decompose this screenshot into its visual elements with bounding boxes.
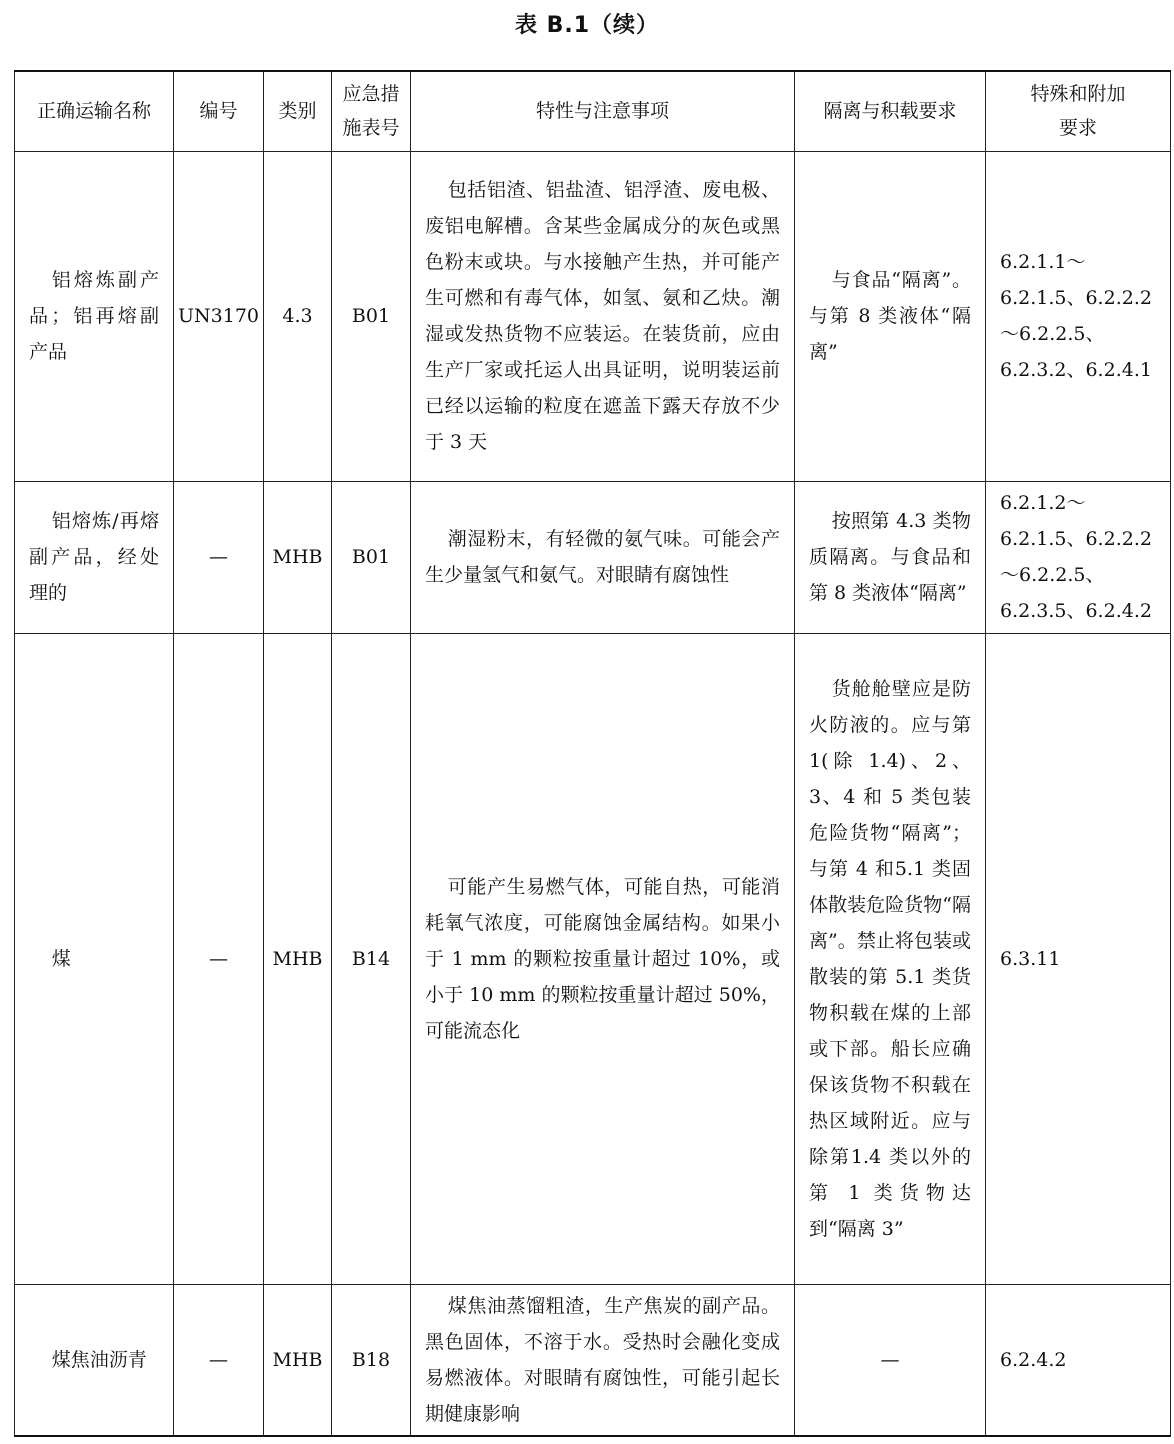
- cell-number: —: [174, 481, 264, 633]
- cell-name: 铝熔炼/再熔副产品，经处理的: [15, 481, 174, 633]
- header-class: 类别: [264, 71, 332, 151]
- cell-segregation: 与食品“隔离”。与第 8 类液体“隔离”: [795, 151, 986, 481]
- cargo-table: [14, 70, 1171, 1437]
- table-title: 表 B.1（续）: [514, 13, 660, 38]
- cell-segregation: 按照第 4.3 类物质隔离。与食品和第 8 类液体“隔离”: [795, 481, 986, 633]
- cell-segregation: 货舱舱壁应是防火防液的。应与第 1(除 1.4)、2、3、4 和 5 类包装危险货物“隔离”；与第 4 和5.1 类固体散装危险货物“隔离”。禁止将包装或散装的第 5.1 类货物积载在煤的上部或下部。船长应确保该货物不积载在热区域附近。应与除第1.4 类以外的第 1 类货物达到“隔离 3”: [795, 633, 986, 1284]
- cell-class: 4.3: [264, 151, 332, 481]
- header-number: 编号: [174, 71, 264, 151]
- cell-class: MHB: [264, 481, 332, 633]
- cell-properties: 煤焦油蒸馏粗渣，生产焦炭的副产品。黑色固体，不溶于水。受热时会融化变成易燃液体。对眼睛有腐蚀性，可能引起长期健康影响: [411, 1284, 795, 1436]
- table-row: [15, 1284, 1171, 1436]
- cell-ems: B01: [332, 151, 411, 481]
- header-properties: 特性与注意事项: [411, 71, 795, 151]
- table-row: [15, 151, 1171, 481]
- cell-special: 6.2.1.1～6.2.1.5、6.2.2.2～6.2.2.5、6.2.3.2、6.2.4.1: [986, 151, 1171, 481]
- cell-number: —: [174, 633, 264, 1284]
- cell-name: 煤: [15, 633, 174, 1284]
- header-ems: 应急措施表号: [332, 71, 411, 151]
- header-row: [15, 71, 1171, 151]
- cell-properties: 可能产生易燃气体，可能自热，可能消耗氧气浓度，可能腐蚀金属结构。如果小于 1 mm 的颗粒按重量计超过 10%，或小于 10 mm 的颗粒按重量计超过 50%，可能流态化: [411, 633, 795, 1284]
- cell-properties: 包括铝渣、铝盐渣、铝浮渣、废电极、废铝电解槽。含某些金属成分的灰色或黑色粉末或块。与水接触产生热，并可能产生可燃和有毒气体，如氢、氨和乙炔。潮湿或发热货物不应装运。在装货前，应由生产厂家或托运人出具证明，说明装运前已经以运输的粒度在遮盖下露天存放不少于 3 天: [411, 151, 795, 481]
- cell-special: 6.3.11: [986, 633, 1171, 1284]
- cell-class: MHB: [264, 633, 332, 1284]
- table-row: [15, 633, 1171, 1284]
- header-special: 特殊和附加要求: [986, 71, 1171, 151]
- cell-class: MHB: [264, 1284, 332, 1436]
- cell-special: 6.2.4.2: [986, 1284, 1171, 1436]
- table-row: [15, 481, 1171, 633]
- cell-name: 铝熔炼副产品；铝再熔副产品: [15, 151, 174, 481]
- cell-ems: B14: [332, 633, 411, 1284]
- cell-ems: B18: [332, 1284, 411, 1436]
- cell-number: —: [174, 1284, 264, 1436]
- cell-ems: B01: [332, 481, 411, 633]
- cell-special: 6.2.1.2～6.2.1.5、6.2.2.2～6.2.2.5、6.2.3.5、6.2.4.2: [986, 481, 1171, 633]
- cell-name: 煤焦油沥青: [15, 1284, 174, 1436]
- header-name: 正确运输名称: [15, 71, 174, 151]
- header-segregation: 隔离与积载要求: [795, 71, 986, 151]
- cell-properties: 潮湿粉末，有轻微的氨气味。可能会产生少量氢气和氨气。对眼睛有腐蚀性: [411, 481, 795, 633]
- cell-number: UN3170: [174, 151, 264, 481]
- cell-segregation: —: [795, 1284, 986, 1436]
